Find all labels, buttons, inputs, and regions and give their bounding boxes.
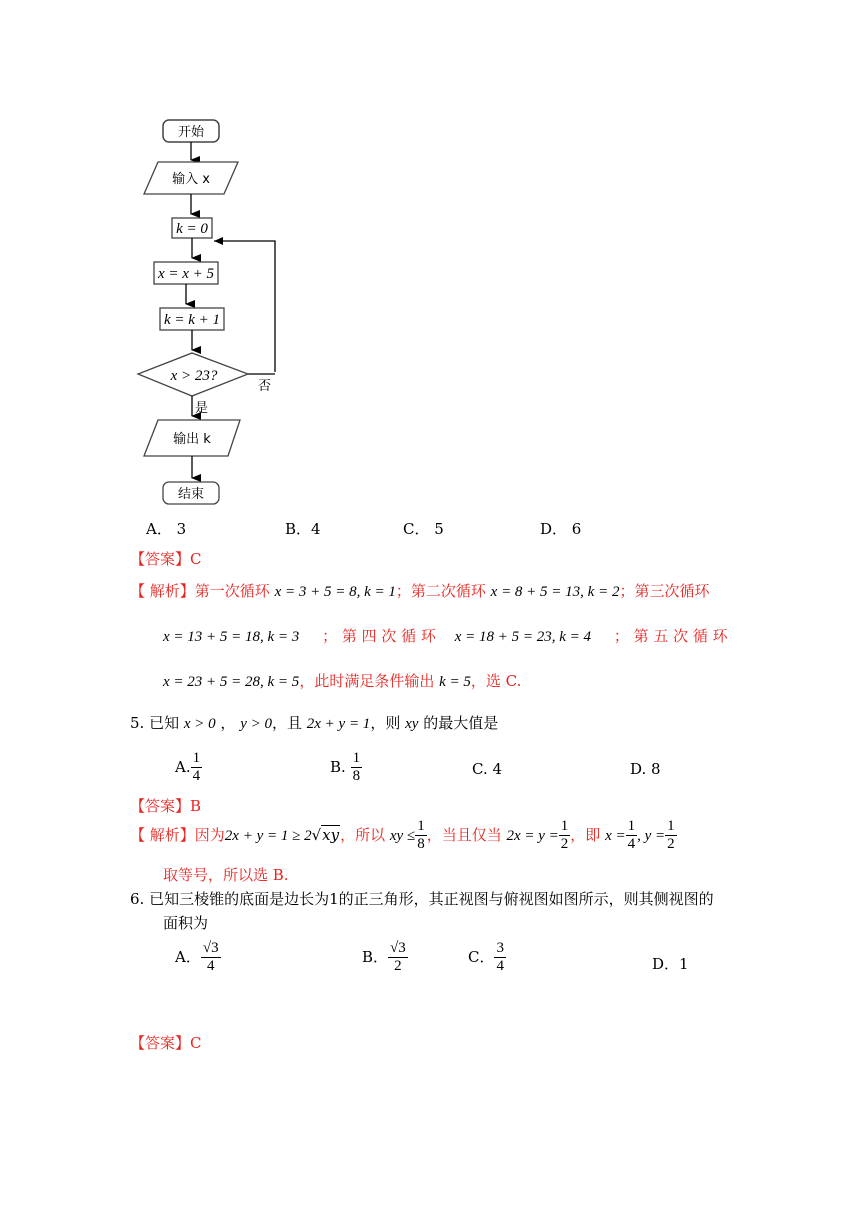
q5-exp-9d: 2 [560, 836, 569, 853]
q5-opt-a-den: 4 [192, 768, 201, 785]
q4-exp-t2: ；第二次循环 [395, 582, 491, 600]
q5-option-a [175, 750, 202, 786]
q4-exp-t1: 第一次循环 [194, 582, 275, 600]
q5-exp-3: xy [322, 825, 340, 844]
q5-explanation-line1 [130, 818, 677, 854]
q5-exp-4: ，所以 [340, 825, 390, 844]
start-label: 开始 [177, 125, 205, 140]
condition-label: x > 23? [170, 368, 218, 384]
q4-option-c: C． 5 [403, 520, 444, 538]
q5-exp-frac1 [415, 818, 427, 854]
q4-exp-m5: x = 23 + 5 = 28, k = 5 [163, 674, 300, 690]
q5-opt-b-num: 1 [351, 750, 363, 768]
q5-exp-frac3 [626, 818, 638, 854]
q6-opt-c-num: 3 [494, 940, 506, 958]
flowchart [130, 110, 300, 510]
q6-answer: 【答案】C [130, 1034, 202, 1052]
q4-exp-t3: ；第三次循环 [619, 582, 710, 600]
step1-label: x = x + 5 [157, 266, 215, 282]
q5-exp-5: xy ≤ [389, 827, 416, 844]
q5-exp-11: x = [605, 827, 626, 844]
q5-exp-tag: 【 解析】 [130, 825, 195, 844]
input-label: 输入 x [172, 172, 210, 187]
q6-opt-c-den: 4 [496, 958, 504, 975]
q4-explanation-line1 [130, 580, 709, 601]
q5-opt-a-num: 1 [191, 750, 203, 768]
q6-opt-b-frac [388, 940, 408, 976]
q5-stem-7: xy [405, 716, 419, 732]
q4-exp-t6: ，此时满足条件输出 [299, 672, 440, 690]
q5-opt-b-den: 8 [352, 768, 361, 785]
q5-stem-1: x > 0 [183, 716, 216, 732]
q5-stem-0: 5. 已知 [130, 714, 184, 732]
q5-exp-6d: 8 [417, 836, 425, 853]
q5-exp-10: ，即 [570, 825, 606, 844]
q4-explanation-line2 [163, 625, 728, 646]
q5-stem-5: 2x + y = 1 [306, 716, 371, 732]
q6-option-b [362, 940, 408, 976]
q4-exp-m3: x = 13 + 5 = 18, k = 3 [163, 629, 300, 645]
q5-option-b [330, 750, 362, 786]
q5-exp-9n: 1 [559, 818, 571, 836]
q6-opt-a-label: A． [175, 947, 201, 966]
q5-exp-7: ，当且仅当 [426, 825, 507, 844]
output-label: 输出 k [173, 432, 211, 447]
q5-stem-8: 的最大值是 [418, 714, 499, 732]
q4-option-d: D． 6 [540, 520, 582, 538]
q5-exp-12n: 1 [626, 818, 638, 836]
q6-opt-c-frac [494, 940, 506, 976]
q4-exp-t5: ； 第 五 次 循 环 [613, 627, 728, 645]
q5-exp-8: 2x = y = [506, 827, 559, 844]
q6-stem-line2: 面积为 [163, 914, 209, 932]
q4-option-b: B．4 [285, 520, 321, 538]
q5-exp-13: , y = [637, 827, 666, 844]
q4-exp-m2: x = 8 + 5 = 13, k = 2 [490, 584, 620, 600]
q5-option-d: D. 8 [630, 760, 661, 778]
q5-exp-frac2 [559, 818, 571, 854]
q6-opt-b-den: 2 [394, 958, 402, 975]
q6-stem-line1: 6. 已知三棱锥的底面是边长为1的正三角形，其正视图与俯视图如图所示，则其侧视图的 [130, 890, 714, 908]
no-label: 否 [258, 379, 272, 394]
q4-exp-m4: x = 18 + 5 = 23, k = 4 [454, 629, 592, 645]
q5-option-c: C. 4 [472, 760, 503, 778]
q4-exp-m6: k = 5 [439, 674, 471, 690]
q5-stem-3: y > 0 [240, 716, 272, 732]
q5-exp-sqrt: √xy [311, 825, 340, 844]
q6-opt-a-frac [201, 940, 221, 976]
q5-exp-1: 因为 [194, 825, 225, 844]
q5-exp-12d: 4 [627, 836, 636, 853]
q5-opt-b-frac [351, 750, 363, 786]
q5-opt-a-frac [191, 750, 203, 786]
q6-opt-c-label: C． [468, 947, 495, 966]
q4-exp-m1: x = 3 + 5 = 8, k = 1 [274, 584, 396, 600]
step2-label: k = k + 1 [163, 312, 221, 328]
init-label: k = 0 [176, 221, 208, 237]
q5-stem-2: ， [215, 714, 241, 732]
q4-option-a: A． 3 [146, 520, 187, 538]
q4-exp-t7: ，选 C. [470, 672, 522, 690]
q6-opt-b-label: B． [362, 947, 389, 966]
q5-opt-a-label: A. [175, 757, 191, 776]
q5-answer: 【答案】B [130, 797, 202, 815]
q6-opt-a-den: 4 [206, 958, 215, 975]
q6-opt-b-num: √3 [388, 940, 408, 958]
q6-option-d: D．1 [652, 955, 689, 973]
q4-explanation-line3 [163, 670, 521, 691]
q5-exp-2: 2x + y = 1 ≥ 2 [224, 827, 312, 844]
q6-opt-a-num: √3 [201, 940, 221, 958]
yes-label: 是 [195, 401, 209, 416]
q6-option-a [175, 940, 221, 976]
q5-opt-b-label: B. [330, 757, 346, 776]
q4-answer: 【答案】C [130, 550, 202, 568]
q5-exp-6n: 1 [415, 818, 427, 836]
q5-stem [130, 712, 498, 733]
q6-option-c [468, 940, 506, 976]
end-label: 结束 [177, 487, 205, 502]
q4-exp-t4: ； 第 四 次 循 环 [322, 627, 436, 645]
q5-stem-6: ，则 [370, 714, 406, 732]
q5-explanation-line2: 取等号，所以选 B. [163, 866, 289, 884]
q4-exp-tag: 【 解析】 [130, 582, 195, 600]
q5-exp-14n: 1 [665, 818, 677, 836]
q5-stem-4: ，且 [271, 714, 307, 732]
q5-exp-frac4 [665, 818, 677, 854]
q5-exp-14d: 2 [667, 836, 675, 853]
